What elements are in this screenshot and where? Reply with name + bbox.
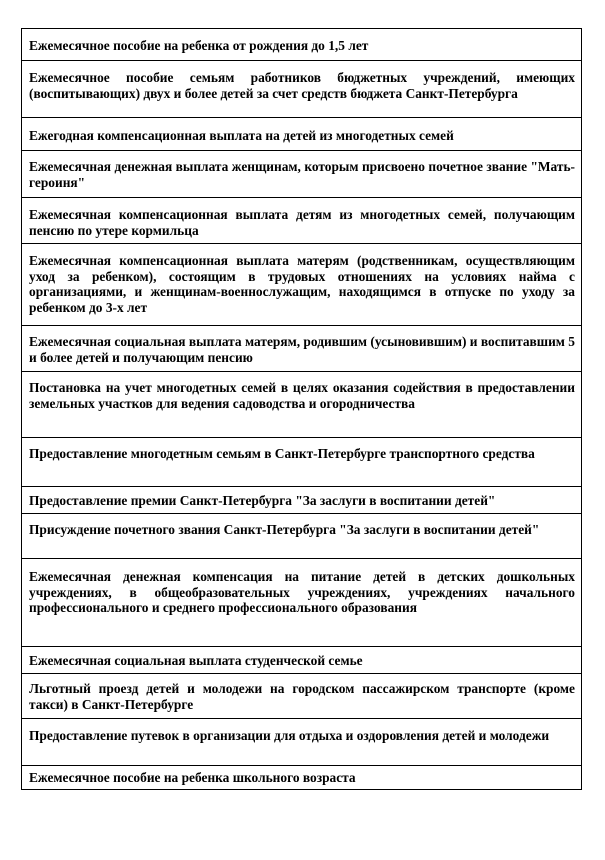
table-row (22, 674, 582, 719)
table-cell: Ежемесячное пособие на ребенка школьного возраста (22, 766, 582, 790)
table-row (22, 198, 582, 244)
table-row (22, 514, 582, 559)
services-table (21, 28, 582, 790)
table-cell: Присуждение почетного звания Санкт-Петербурга "За заслуги в воспитании детей" (22, 514, 582, 559)
table-row (22, 559, 582, 647)
table-cell: Ежемесячная компенсационная выплата детям из многодетных семей, получающим пенсию по утере кормильца (22, 198, 582, 244)
table-row (22, 719, 582, 766)
table-cell: Ежемесячное пособие на ребенка от рождения до 1,5 лет (22, 29, 582, 61)
table-cell: Ежемесячная социальная выплата студенческой семье (22, 647, 582, 674)
table-row (22, 766, 582, 790)
table-row (22, 326, 582, 372)
table-cell: Ежемесячная денежная компенсация на питание детей в детских дошкольных учреждениях, в общеобразовательных учреждениях, учреждениях начального профессионального и среднего профессионального образования (22, 559, 582, 647)
table-row (22, 151, 582, 198)
table-cell: Ежемесячная социальная выплата матерям, родившим (усыновившим) и воспитавшим 5 и более детей и получающим пенсию (22, 326, 582, 372)
table-cell: Предоставление премии Санкт-Петербурга "За заслуги в воспитании детей" (22, 487, 582, 514)
table-cell: Ежемесячная денежная выплата женщинам, которым присвоено почетное звание "Мать-героиня" (22, 151, 582, 198)
table-row (22, 118, 582, 151)
table-cell: Ежемесячное пособие семьям работников бюджетных учреждений, имеющих (воспитывающих) двух и более детей за счет средств бюджета Санкт-Петербурга (22, 61, 582, 118)
table-row (22, 438, 582, 487)
table-row (22, 61, 582, 118)
table-row (22, 487, 582, 514)
table-row (22, 372, 582, 438)
table-cell: Ежемесячная компенсационная выплата матерям (родственникам, осуществляющим уход за ребенком), состоящим в трудовых отношениях на условиях найма с организациями, и женщинам-военнослужащим, находящимся в отпуске по уходу за ребенком до 3-х лет (22, 244, 582, 326)
table-cell: Предоставление путевок в организации для отдыха и оздоровления детей и молодежи (22, 719, 582, 766)
table-cell: Постановка на учет многодетных семей в целях оказания содействия в предоставлении земельных участков для ведения садоводства и огородничества (22, 372, 582, 438)
table-cell: Ежегодная компенсационная выплата на детей из многодетных семей (22, 118, 582, 151)
table-row (22, 647, 582, 674)
table-row (22, 244, 582, 326)
table-row (22, 29, 582, 61)
table-cell: Предоставление многодетным семьям в Санкт-Петербурге транспортного средства (22, 438, 582, 487)
table-cell: Льготный проезд детей и молодежи на городском пассажирском транспорте (кроме такси) в Санкт-Петербурге (22, 674, 582, 719)
